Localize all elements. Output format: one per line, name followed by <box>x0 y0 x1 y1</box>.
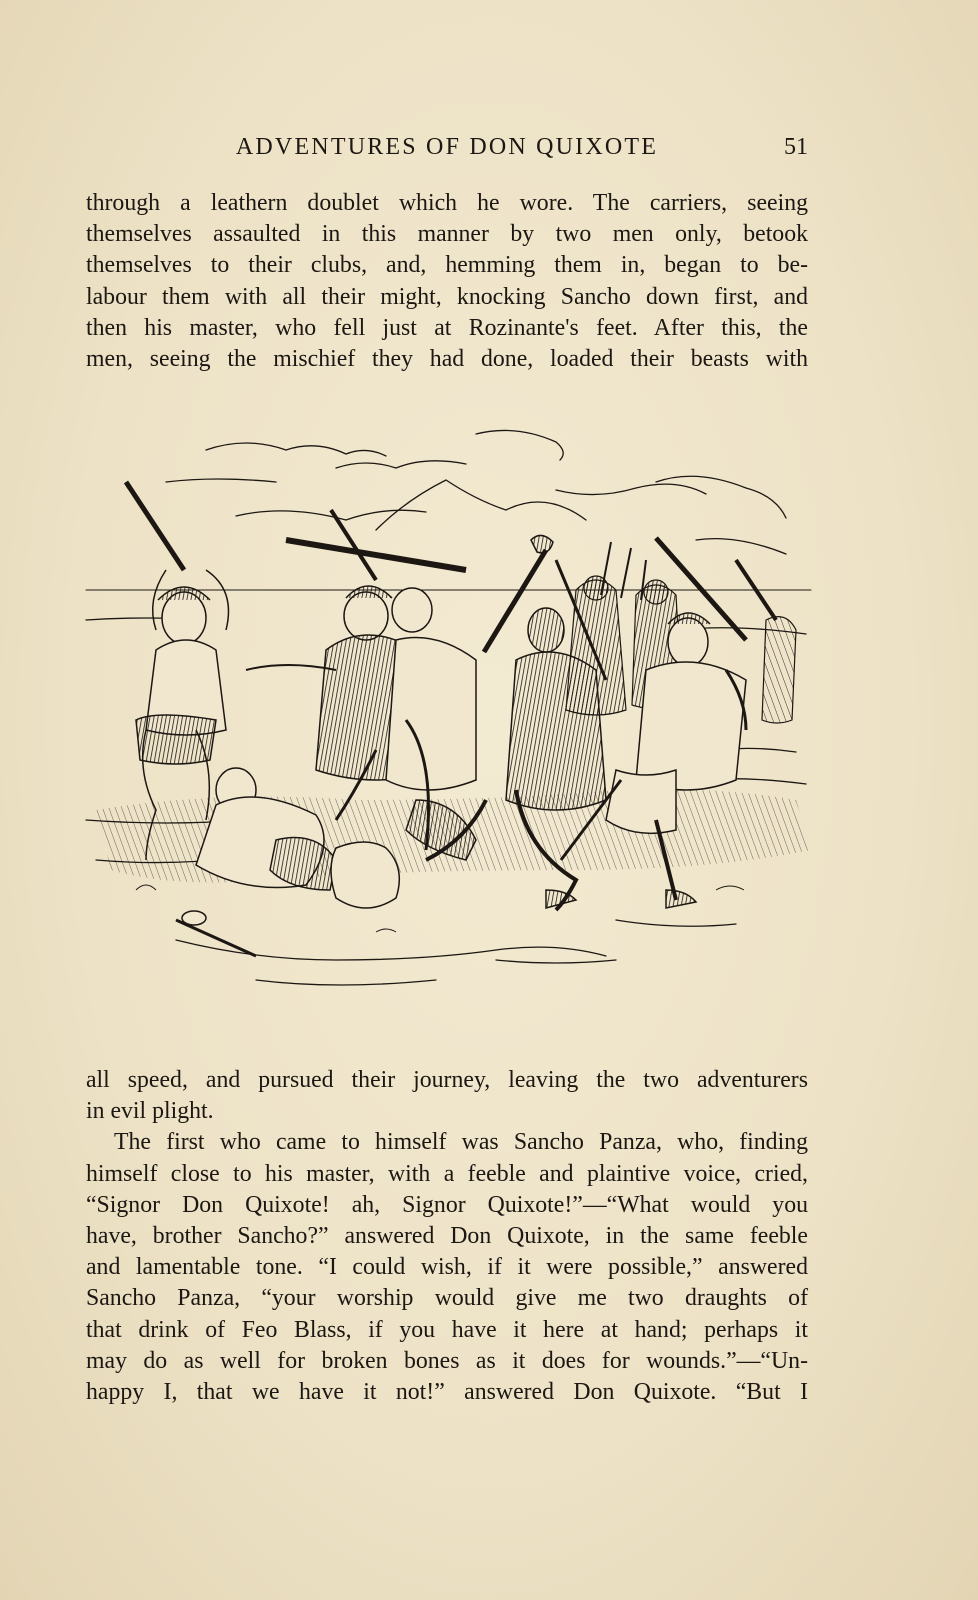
text-line: themselves assaulted in this manner by two men only, betook <box>86 221 808 248</box>
text-line: The first who came to himself was Sancho Panza, who, finding <box>114 1129 808 1156</box>
text-line: all speed, and pursued their journey, leaving the two adventurers <box>86 1067 808 1093</box>
text-line: through a leathern doublet which he wore. The carriers, seeing <box>86 190 808 216</box>
bottom-paragraph <box>86 1065 808 1408</box>
text-line: themselves to their clubs, and, hemming them in, began to be- <box>86 252 808 279</box>
text-line: that drink of Feo Blass, if you have it here at hand; perhaps it <box>86 1316 808 1343</box>
text-line: Sancho Panza, “your worship would give me two draughts of <box>86 1285 808 1312</box>
text-line: men, seeing the mischief they had done, loaded their beasts with <box>86 346 808 373</box>
text-line: have, brother Sancho?” answered Don Quixote, in the same feeble <box>86 1223 808 1250</box>
top-paragraph <box>86 188 808 375</box>
text-line: happy I, that we have it not!” answered Don Quixote. “But I <box>86 1379 808 1406</box>
text-line: may do as well for broken bones as it does for wounds.”—“Un- <box>86 1347 808 1374</box>
text-line: labour them with all their might, knocking Sancho down first, and <box>86 283 808 310</box>
fight-scene-engraving <box>76 420 821 1008</box>
text-line: and lamentable tone. “I could wish, if it were possible,” answered <box>86 1254 808 1281</box>
text-line: himself close to his master, with a feeble and plaintive voice, cried, <box>86 1160 808 1187</box>
text-line: then his master, who fell just at Rozinante's feet. After this, the <box>86 314 808 341</box>
page-number: 51 <box>784 134 808 160</box>
text-line: in evil plight. <box>86 1098 214 1125</box>
text-line: “Signor Don Quixote! ah, Signor Quixote!”—“What would you <box>86 1191 808 1218</box>
running-head <box>86 134 808 168</box>
running-title: ADVENTURES OF DON QUIXOTE <box>235 134 659 160</box>
engraving-illustration <box>76 420 821 1008</box>
